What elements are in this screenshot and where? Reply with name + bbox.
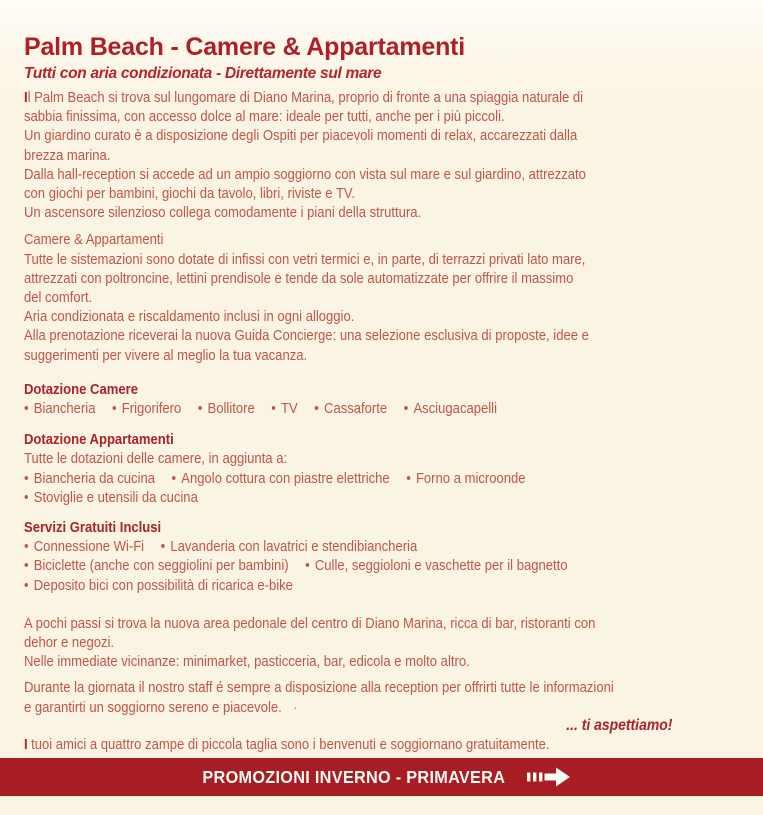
fast-forward-arrow-icon — [526, 765, 572, 789]
bullet-icon: • — [160, 538, 166, 556]
bullet-icon: • — [406, 469, 411, 487]
intro-line: brezza marina. — [24, 146, 111, 164]
bullet-icon: • — [112, 400, 117, 418]
bullet-item — [198, 400, 255, 417]
area-line: A pochi passi si trova la nuova area pedonale del centro di Diano Marina, ricca di bar, ristoranti con — [24, 614, 596, 632]
pets-line-text: tuoi amici a quattro zampe di piccola taglia sono i benvenuti e soggiornano gratuitamente. — [31, 735, 550, 753]
bullet-item-label: Biancheria — [33, 400, 96, 418]
bullet-row — [24, 537, 639, 556]
stray-dot: . — [293, 696, 297, 712]
rooms-line: suggerimenti per vivere al meglio la tua vacanza. — [24, 346, 308, 364]
bullet-item — [24, 470, 155, 487]
bullet-item — [305, 557, 567, 574]
intro-line-text: l Palm Beach si trova sul lungomare di Diano Marina, proprio di fronte a una spiaggia naturale di — [27, 89, 584, 106]
bullet-item — [161, 538, 418, 555]
bullet-item-label: Cassaforte — [324, 400, 388, 418]
bullet-icon: • — [305, 557, 310, 575]
rooms-line: Tutte le sistemazioni sono dotate di infissi con vetri termici e, in parte, di terrazzi privati lato mare, — [24, 250, 586, 268]
bullet-item-label: Stoviglie e utensili da cucina — [33, 488, 198, 506]
bullet-item-label: TV — [281, 400, 298, 418]
bullet-item — [24, 557, 289, 574]
intro-line: Un giardino curato è a disposizione degli Ospiti per piacevoli momenti di relax, accarezzati dalla — [24, 127, 578, 145]
bullet-item-label: Biancheria da cucina — [33, 469, 156, 487]
bullet-item — [24, 577, 293, 594]
bullet-row — [24, 488, 639, 507]
bullet-item — [172, 470, 390, 487]
bullet-row — [24, 469, 639, 488]
bullet-item-label: Deposito bici con possibilità di ricarica e-bike — [33, 576, 293, 594]
bullet-icon: • — [197, 400, 203, 418]
bullet-item — [271, 400, 297, 417]
promotions-banner-label: PROMOZIONI INVERNO - PRIMAVERA — [202, 766, 505, 787]
page-subtitle: Tutti con aria condizionata - Direttamente sul mare — [24, 65, 382, 82]
bullet-icon: • — [24, 557, 29, 575]
bullet-icon: • — [24, 538, 29, 556]
bullet-item-label: Culle, seggioloni e vaschette per il bagnetto — [314, 557, 568, 575]
bullet-row — [24, 556, 639, 575]
bullet-icon: • — [24, 576, 29, 594]
intro-paragraph — [24, 88, 739, 222]
bullet-row — [24, 576, 639, 595]
bullet-icon: • — [24, 488, 29, 506]
area-line: dehor e negozi. — [24, 634, 115, 652]
intro-line: con giochi per bambini, giochi da tavolo, libri, riviste e TV. — [24, 185, 356, 203]
appartamenti-note: Tutte le dotazioni delle camere, in aggiunta a: — [24, 450, 288, 468]
bullet-item — [406, 470, 525, 487]
bullet-item — [24, 489, 198, 506]
bullet-icon: • — [314, 400, 319, 418]
bullet-item-label: Asciugacapelli — [413, 400, 497, 418]
bullet-icon: • — [24, 469, 29, 487]
bullet-item — [314, 400, 387, 417]
intro-line — [24, 88, 639, 107]
rooms-line: attrezzati con poltroncine, lettini prendisole e tende da sole automatizzate per offrire il massimo — [24, 269, 574, 287]
staff-line-text: e garantirti un soggiorno sereno e piacevole. — [24, 698, 282, 716]
bullet-icon: • — [171, 469, 177, 487]
staff-line: Durante la giornata il nostro staff é sempre a disposizione alla reception per offrirti tutte le informazioni — [24, 679, 614, 697]
drop-initial: I — [24, 89, 28, 106]
rooms-paragraph — [24, 230, 739, 364]
drop-initial: I — [24, 735, 28, 753]
staff-paragraph — [24, 678, 739, 716]
section-heading-dotazione-appartamenti: Dotazione Appartamenti — [24, 431, 174, 449]
bullet-item-label: Bollitore — [207, 400, 255, 418]
page-title: Palm Beach - Camere & Appartamenti — [24, 33, 466, 61]
rooms-line: Aria condizionata e riscaldamento inclusi in ogni alloggio. — [24, 308, 355, 326]
staff-line — [24, 698, 639, 717]
bullet-item-label: Biciclette (anche con seggiolini per bambini) — [33, 557, 289, 575]
rooms-line: del comfort. — [24, 289, 93, 307]
bullet-item-label: Forno a microonde — [415, 469, 526, 487]
section-heading-dotazione-camere: Dotazione Camere — [24, 380, 138, 398]
rooms-line: Alla prenotazione riceverai la nuova Guida Concierge: una selezione esclusiva di proposte, idee e — [24, 327, 589, 345]
area-paragraph — [24, 614, 739, 672]
bullet-item — [404, 400, 497, 417]
bullet-item — [24, 538, 144, 555]
intro-line: Dalla hall-reception si accede ad un ampio soggiorno con vista sul mare e sul giardino, attrezzato — [24, 165, 586, 183]
bullet-row — [24, 399, 639, 418]
intro-line: sabbia finissima, con accesso dolce al mare: ideale per tutti, anche per i più piccoli. — [24, 108, 505, 126]
bullet-item-label: Angolo cottura con piastre elettriche — [181, 469, 390, 487]
bullet-icon: • — [271, 400, 276, 418]
bullet-item-label: Lavanderia con lavatrici e stendibiancheria — [170, 538, 418, 556]
bullet-icon: • — [403, 400, 409, 418]
promotions-banner[interactable] — [0, 758, 763, 796]
bullet-icon: • — [24, 400, 29, 418]
bullet-item-label: Connessione Wi-Fi — [33, 538, 145, 556]
pets-line — [24, 735, 639, 754]
bullet-item — [112, 400, 181, 417]
bullet-item — [24, 400, 95, 417]
area-line: Nelle immediate vicinanze: minimarket, pasticceria, bar, edicola e molto altro. — [24, 653, 470, 671]
awaiting-tagline: ... ti aspettiamo! — [566, 716, 673, 734]
bullet-item-label: Frigorifero — [121, 400, 182, 418]
section-heading-servizi-gratuiti: Servizi Gratuiti Inclusi — [24, 519, 162, 537]
rooms-heading: Camere & Appartamenti — [24, 231, 164, 249]
intro-line: Un ascensore silenzioso collega comodamente i piani della struttura. — [24, 204, 422, 222]
